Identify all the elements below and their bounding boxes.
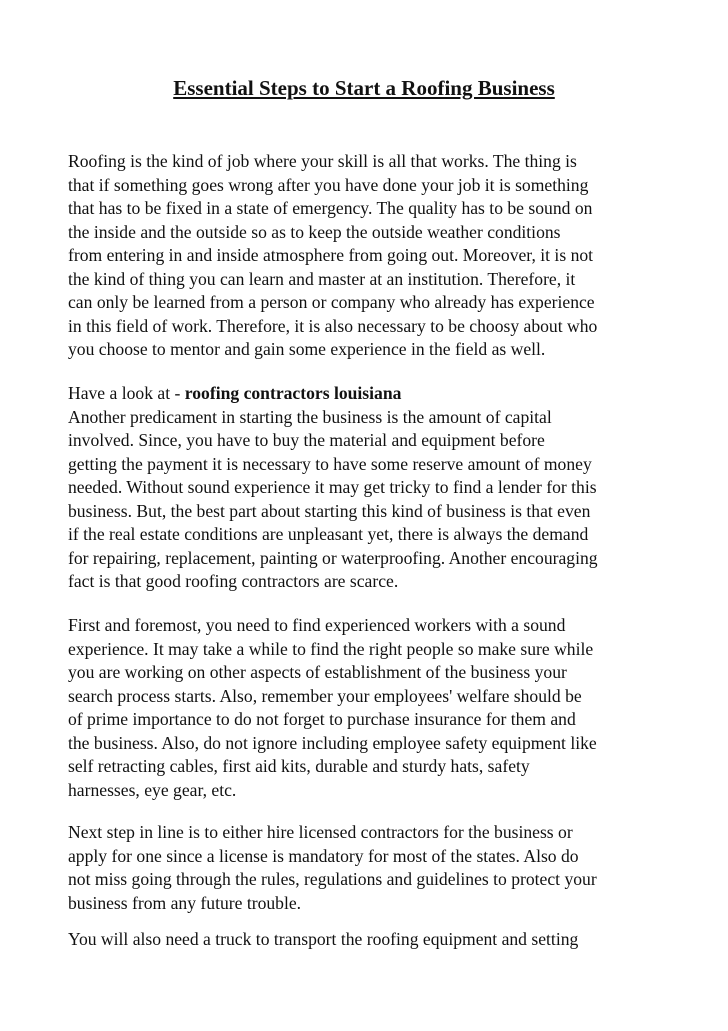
text-line: Next step in line is to either hire licensed contractors for the business or <box>68 822 573 842</box>
document-title: Essential Steps to Start a Roofing Business <box>173 76 555 100</box>
text-line: Roofing is the kind of job where your skill is all that works. The thing is <box>68 151 577 171</box>
text-line: for repairing, replacement, painting or waterproofing. Another encouraging <box>68 547 598 568</box>
paragraph-capital <box>68 382 668 594</box>
text-line: search process starts. Also, remember your employees' welfare should be <box>68 685 582 706</box>
text-line: experience. It may take a while to find the right people so make sure while <box>68 638 594 659</box>
text-line: you are working on other aspects of establishment of the business your <box>68 662 567 682</box>
text-line: self retracting cables, first aid kits, durable and sturdy hats, safety <box>68 756 530 776</box>
paragraph-intro <box>68 150 668 362</box>
text-line: getting the payment it is necessary to have some reserve amount of money <box>68 453 592 474</box>
paragraph-truck <box>68 928 668 952</box>
text-line: not miss going through the rules, regulations and guidelines to protect your <box>68 869 597 889</box>
text-line: the inside and the outside so as to keep the outside weather conditions <box>68 221 561 242</box>
text-line: in this field of work. Therefore, it is also necessary to be choosy about who <box>68 315 598 336</box>
text-line: needed. Without sound experience it may get tricky to find a lender for this <box>68 477 597 497</box>
link-line <box>68 382 668 406</box>
text-line: apply for one since a license is mandatory for most of the states. Also do <box>68 845 579 866</box>
roofing-contractors-link[interactable]: roofing contractors louisiana <box>184 383 402 403</box>
text-line: harnesses, eye gear, etc. <box>68 779 237 800</box>
text-line: that has to be fixed in a state of emergency. The quality has to be sound on <box>68 198 593 218</box>
text-line: you choose to mentor and gain some experience in the field as well. <box>68 339 546 359</box>
text-line: fact is that good roofing contractors are scarce. <box>68 571 399 591</box>
text-line: if the real estate conditions are unpleasant yet, there is always the demand <box>68 524 589 544</box>
text-line: the business. Also, do not ignore including employee safety equipment like <box>68 732 597 753</box>
text-line: First and foremost, you need to find experienced workers with a sound <box>68 615 566 635</box>
paragraph-license <box>68 821 668 915</box>
text-line: business from any future trouble. <box>68 892 302 913</box>
text-line: You will also need a truck to transport the roofing equipment and setting <box>68 929 579 949</box>
text-line: Another predicament in starting the business is the amount of capital <box>68 406 552 427</box>
text-line: of prime importance to do not forget to purchase insurance for them and <box>68 709 576 729</box>
text-line: that if something goes wrong after you have done your job it is something <box>68 174 589 195</box>
link-lead-text: Have a look at - <box>68 383 185 403</box>
paragraph-workers <box>68 614 668 802</box>
text-line: involved. Since, you have to buy the material and equipment before <box>68 430 545 450</box>
text-line: can only be learned from a person or company who already has experience <box>68 292 595 312</box>
text-line: the kind of thing you can learn and master at an institution. Therefore, it <box>68 268 576 289</box>
text-line: from entering in and inside atmosphere from going out. Moreover, it is not <box>68 245 594 265</box>
text-line: business. But, the best part about starting this kind of business is that even <box>68 500 591 521</box>
